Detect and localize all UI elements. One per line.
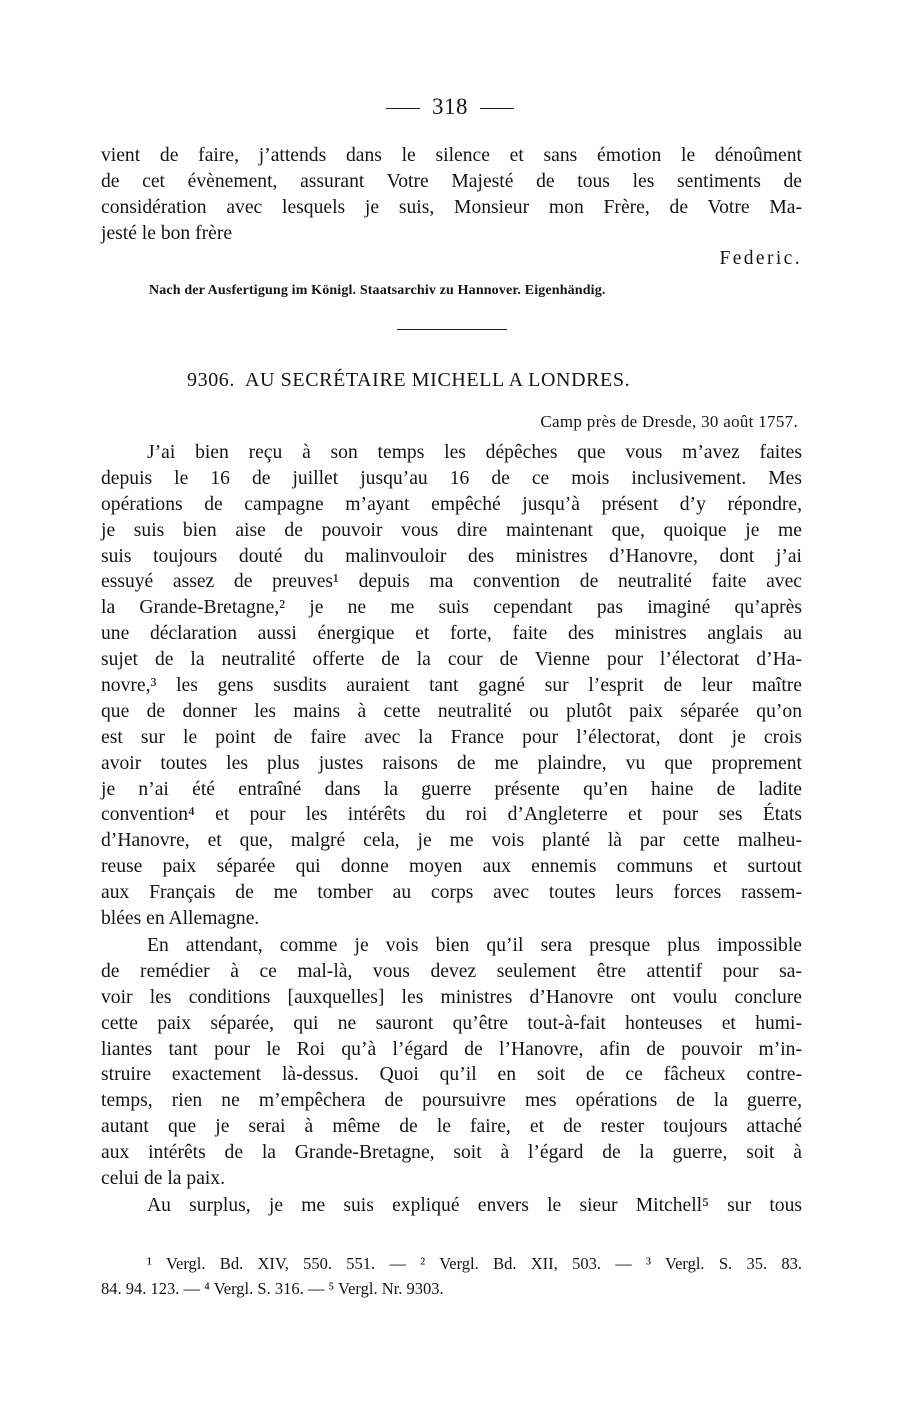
paragraph-line: de remédier à ce mal-là, vous devez seulement être attentif pour sa- (101, 960, 802, 982)
paragraph-line: novre,³ les gens susdits auraient tant gagné sur l’esprit de leur maître (101, 675, 802, 697)
paragraph-line: J’ai bien reçu à son temps les dépêches que vous m’avez faites (147, 442, 802, 463)
opening-line: vient de faire, j’attends dans le silence et sans émotion le dénoûment (101, 145, 802, 166)
paragraph-line: est sur le point de faire avec la France pour l’électorat, dont je crois (101, 726, 802, 748)
paragraph-line: celui de la paix. (101, 1168, 226, 1190)
paragraph-line: convention⁴ et pour les intérêts du roi d’Angleterre et pour ses États (101, 804, 802, 826)
paragraph-line: que de donner les mains à cette neutralité ou plutôt paix séparée qu’on (101, 700, 802, 722)
paragraph-2 (101, 933, 802, 1192)
page-number-value: 318 (432, 94, 468, 119)
opening-paragraph (101, 143, 802, 247)
paragraph-line: avoir toutes les plus justes raisons de me plaindre, vu que proprement (101, 752, 802, 774)
footnotes (101, 1251, 802, 1301)
paragraph-line: depuis le 16 de juillet jusqu’au 16 de ce mois inclusivement. Mes (101, 467, 802, 489)
paragraph-3 (101, 1193, 802, 1219)
paragraph-line: struire exactement là-dessus. Quoi qu’il en soit de ce fâcheux contre- (101, 1064, 802, 1086)
section-separator (397, 329, 507, 330)
paragraph-line: autant que je serai à même de le faire, et de rester toujours attaché (101, 1116, 802, 1138)
signature: Federic. (719, 248, 802, 269)
paragraph-line: En attendant, comme je vois bien qu’il sera presque plus impossible (147, 935, 802, 956)
dateline: Camp près de Dresde, 30 août 1757. (540, 412, 798, 431)
paragraph-line: opérations de campagne m’ayant empêché jusqu’à présent d’y répondre, (101, 493, 802, 515)
opening-line: de cet évènement, assurant Votre Majesté de tous les sentiments de (101, 170, 802, 192)
paragraph-line: Au surplus, je me suis expliqué envers le sieur Mitchell⁵ sur tous (147, 1195, 802, 1216)
paragraph-line: blées en Allemagne. (101, 908, 260, 930)
opening-line: jesté le bon frère (101, 222, 233, 244)
source-note: Nach der Ausfertigung im Königl. Staatsarchiv zu Hannover. Eigenhändig. (149, 283, 606, 298)
page-number-right-dash (480, 108, 514, 109)
footnote-line: ¹ Vergl. Bd. XIV, 550. 551. — ² Vergl. Bd. XII, 503. — ³ Vergl. S. 35. 83. (147, 1254, 802, 1273)
page-number-left-dash (386, 108, 420, 109)
letter-title: AU SECRÉTAIRE MICHELL A LONDRES. (245, 369, 631, 391)
paragraph-line: la Grande-Bretagne,² je ne me suis cependant pas imaginé qu’après (101, 597, 802, 619)
paragraph-line: suis toujours douté du malinvouloir des ministres d’Hanovre, dont j’ai (101, 545, 802, 567)
paragraph-line: voir les conditions [auxquelles] les ministres d’Hanovre ont voulu conclure (101, 986, 802, 1008)
paragraph-line: je n’ai été entraîné dans la guerre présente qu’en haine de ladite (101, 778, 802, 800)
paragraph-line: essuyé assez de preuves¹ depuis ma convention de neutralité faite avec (101, 571, 802, 593)
paragraph-line: cette paix séparée, qui ne sauront qu’être tout-à-fait honteuses et humi- (101, 1012, 802, 1034)
paragraph-line: aux intérêts de la Grande-Bretagne, soit à l’égard de la guerre, soit à (101, 1142, 802, 1164)
paragraph-line: reuse paix séparée qui donne moyen aux ennemis communs et surtout (101, 856, 802, 878)
paragraph-line: aux Français de me tomber au corps avec toutes leurs forces rassem- (101, 882, 802, 904)
paragraph-line: liantes tant pour le Roi qu’à l’égard de l’Hanovre, afin de pouvoir m’in- (101, 1038, 802, 1060)
paragraph-1 (101, 440, 802, 932)
paragraph-line: je suis bien aise de pouvoir vous dire maintenant que, quoique je me (101, 519, 802, 541)
opening-line: considération avec lesquels je suis, Monsieur mon Frère, de Votre Ma- (101, 196, 802, 218)
page-number (0, 94, 900, 120)
paragraph-line: temps, rien ne m’empêchera de poursuivre mes opérations de la guerre, (101, 1090, 802, 1112)
letter-number: 9306. (187, 369, 235, 391)
footnote-line: 84. 94. 123. — ⁴ Vergl. S. 316. — ⁵ Vergl. Nr. 9303. (101, 1279, 444, 1298)
paragraph-line: sujet de la neutralité offerte de la cour de Vienne pour l’électorat d’Ha- (101, 649, 802, 671)
paragraph-line: d’Hanovre, et que, malgré cela, je me vois planté là par cette malheu- (101, 830, 802, 852)
letter-heading (187, 369, 630, 392)
paragraph-line: une déclaration aussi énergique et forte, faite des ministres anglais au (101, 623, 802, 645)
